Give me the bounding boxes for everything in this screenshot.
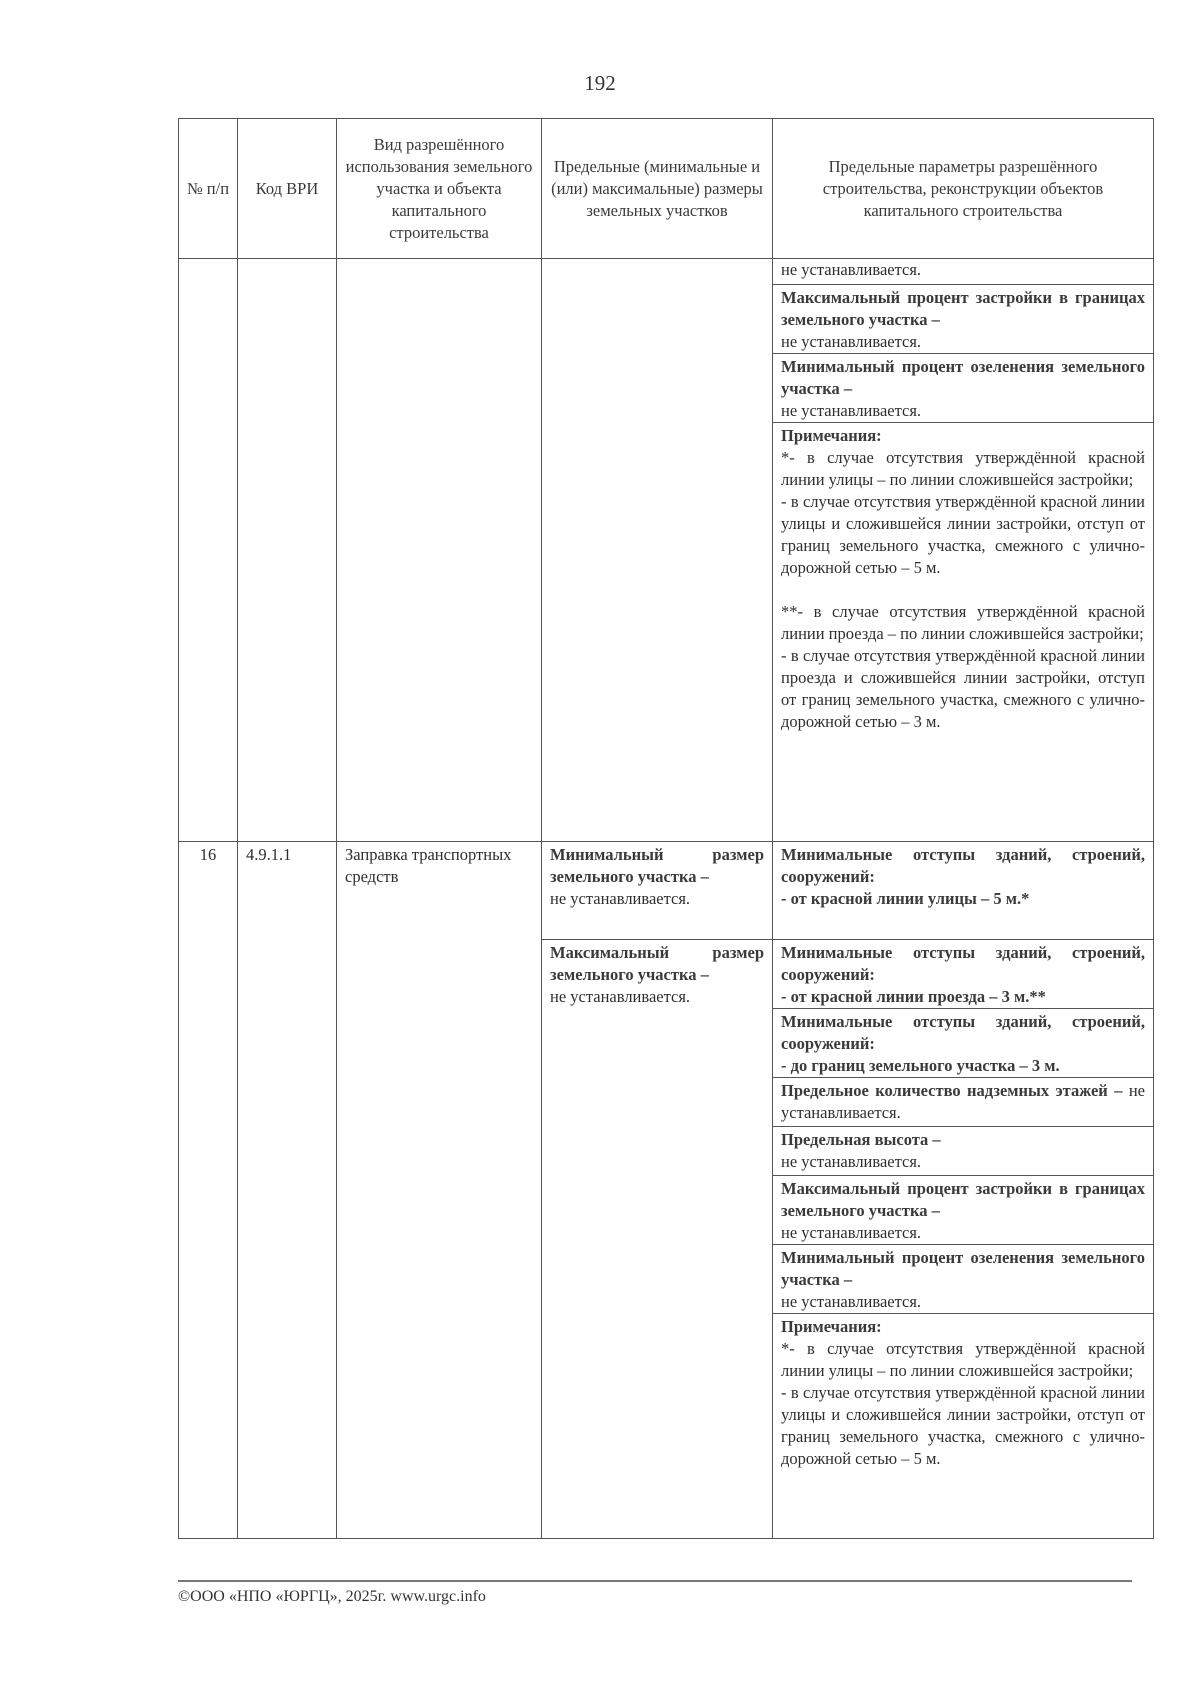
row16-max-build-value: не устанавливается. xyxy=(781,1223,922,1242)
cont-max-build-value: не устанавливается. xyxy=(781,332,922,351)
row16-height-title: Предельная высота – xyxy=(781,1130,941,1149)
row16-floors-title: Предельное количество надземных этажей – xyxy=(781,1081,1123,1100)
cont-param-tail-text: не устанавливается. xyxy=(781,260,922,279)
row16-note-1a: *- в случае отсутствия утверждённой красной линии улицы – по линии сложившейся застройки; xyxy=(781,1339,1145,1380)
footer-copyright: ©ООО «НПО «ЮРГЦ», 2025г. www.urgc.info xyxy=(178,1588,486,1605)
row16-max-build xyxy=(772,1175,1154,1245)
row16-min-green-value: не устанавливается. xyxy=(781,1292,922,1311)
cont-notes-title: Примечания: xyxy=(781,426,882,445)
row16-min-green xyxy=(772,1244,1154,1314)
cont-param-max-build xyxy=(772,284,1154,354)
row16-min-green-title: Минимальный процент озеленения земельного участка – xyxy=(781,1248,1145,1289)
header-num: № п/п xyxy=(178,118,238,259)
row16-num-text: 16 xyxy=(199,845,217,864)
row16-min-size-title: Минимальный размер земельного участка – xyxy=(550,845,764,886)
cont-param-min-green xyxy=(772,353,1154,423)
row16-setback-border xyxy=(772,1008,1154,1078)
row16-setback-street-title: Минимальные отступы зданий, строений, сооружений: xyxy=(781,845,1145,886)
row16-setback-passage-value: - от красной линии проезда – 3 м.** xyxy=(781,987,1046,1006)
header-type: Вид разрешённого использования земельного участка и объекта капитального строительства xyxy=(336,118,542,259)
row16-height-value: не устанавливается. xyxy=(781,1152,922,1171)
cont-num-cell xyxy=(178,258,238,842)
footer-divider xyxy=(178,1580,1132,1582)
row16-note-1b: - в случае отсутствия утверждённой красной линии улицы и сложившейся линии застройки, отступ от границ земельного участка, смежного с улично-дорожной сетью – 5 м. xyxy=(781,1383,1145,1468)
cont-note-2b: - в случае отсутствия утверждённой красной линии проезда и сложившейся линии застройки, отступ от границ земельного участка, смежного с улично-дорожной сетью – 3 м. xyxy=(781,646,1145,731)
cont-notes xyxy=(772,422,1154,842)
header-sizes: Предельные (минимальные и (или) максимальные) размеры земельных участков xyxy=(541,118,773,259)
row16-setback-passage xyxy=(772,939,1154,1009)
cont-type-cell xyxy=(336,258,542,842)
row16-setback-passage-title: Минимальные отступы зданий, строений, сооружений: xyxy=(781,943,1145,984)
row16-setback-street-value: - от красной линии улицы – 5 м.* xyxy=(781,889,1030,908)
row16-floors xyxy=(772,1077,1154,1127)
cont-note-2a: **- в случае отсутствия утверждённой красной линии проезда – по линии сложившейся застройки; xyxy=(781,602,1145,643)
row16-setback-border-value: - до границ земельного участка – 3 м. xyxy=(781,1056,1060,1075)
header-code: Код ВРИ xyxy=(237,118,337,259)
row16-code xyxy=(237,841,337,1539)
page-number: 192 xyxy=(584,71,616,95)
row16-setback-street xyxy=(772,841,1154,940)
cont-max-build-title: Максимальный процент застройки в границах земельного участка – xyxy=(781,288,1145,329)
row16-max-size-value: не устанавливается. xyxy=(550,987,691,1006)
row16-num xyxy=(178,841,238,1539)
row16-floors-value: не устанавливается. xyxy=(781,1081,1145,1122)
header-params: Предельные параметры разрешённого строительства, реконструкции объектов капитального строительства xyxy=(772,118,1154,259)
cont-min-green-title: Минимальный процент озеленения земельного участка – xyxy=(781,357,1145,398)
row16-height xyxy=(772,1126,1154,1176)
row16-code-text: 4.9.1.1 xyxy=(246,845,292,864)
row16-min-size-value: не устанавливается. xyxy=(550,889,691,908)
row16-max-build-title: Максимальный процент застройки в границах земельного участка – xyxy=(781,1179,1145,1220)
cont-sizes-cell xyxy=(541,258,773,842)
cont-min-green-value: не устанавливается. xyxy=(781,401,922,420)
row16-max-size xyxy=(541,939,773,1539)
cont-param-tail xyxy=(772,258,1154,285)
row16-notes-title: Примечания: xyxy=(781,1317,882,1336)
cont-note-1a: *- в случае отсутствия утверждённой красной линии улицы – по линии сложившейся застройки; xyxy=(781,448,1145,489)
row16-min-size xyxy=(541,841,773,940)
row16-setback-border-title: Минимальные отступы зданий, строений, сооружений: xyxy=(781,1012,1145,1053)
cont-code-cell xyxy=(237,258,337,842)
cont-note-1b: - в случае отсутствия утверждённой красной линии улицы и сложившейся линии застройки, отступ от границ земельного участка, смежного с улично-дорожной сетью – 5 м. xyxy=(781,492,1145,577)
row16-notes xyxy=(772,1313,1154,1539)
row16-type-text: Заправка транспортных средств xyxy=(345,845,512,886)
row16-max-size-title: Максимальный размер земельного участка – xyxy=(550,943,764,984)
row16-type xyxy=(336,841,542,1539)
